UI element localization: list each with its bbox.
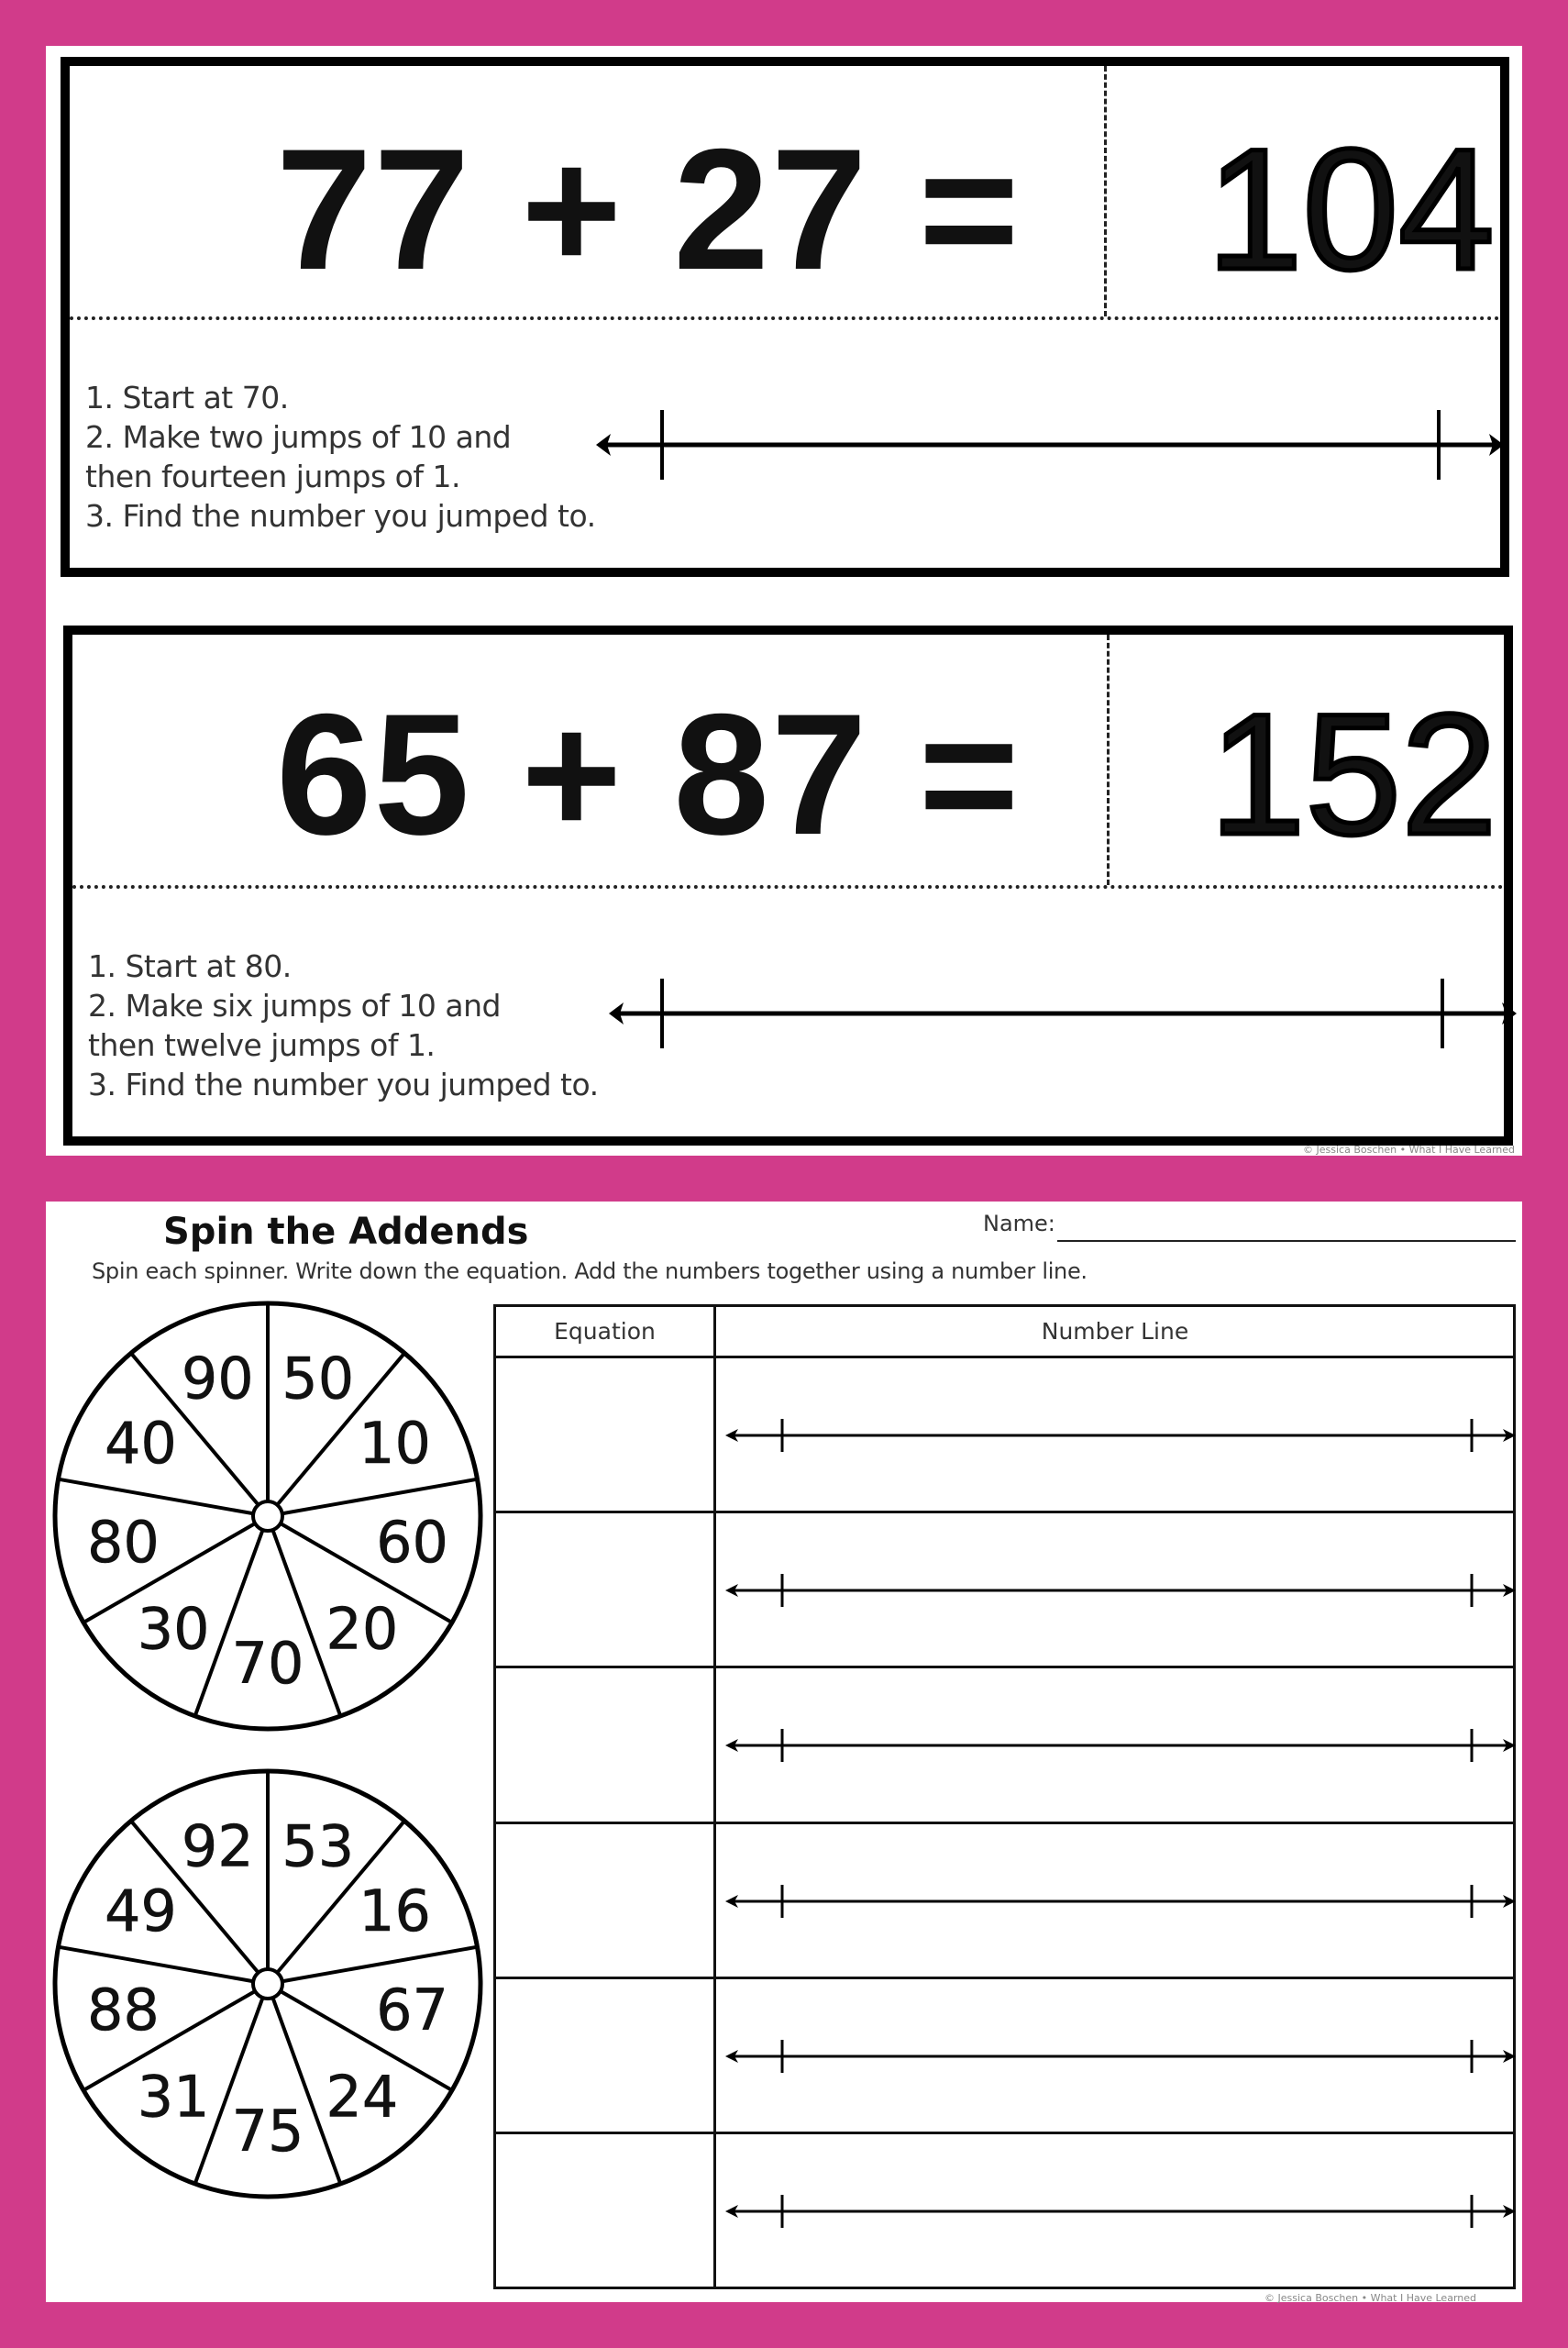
spinner-value: 67 [376, 1976, 449, 2043]
number-line [725, 1417, 1516, 1454]
worksheet-page [46, 1202, 1522, 2302]
worksheet-instructions: Spin each spinner. Write down the equation. Add the numbers together using a number line. [92, 1258, 1088, 1284]
number-line [725, 1572, 1516, 1609]
spinner-hub [253, 1969, 282, 1999]
step-3: 3. Find the number you jumped to. [88, 1067, 599, 1102]
step-1: 1. Start at 70. [85, 380, 289, 415]
spinner-2 [48, 1764, 488, 2204]
fold-line [70, 316, 1500, 320]
spinner-value: 10 [359, 1410, 432, 1477]
spinner-value: 20 [326, 1595, 399, 1663]
worksheet-title: Spin the Addends [163, 1211, 529, 1253]
task-card-1 [61, 57, 1509, 577]
equation-cell[interactable] [496, 1358, 713, 1511]
step-2: 2. Make two jumps of 10 and [85, 419, 512, 455]
task-card-2 [63, 626, 1513, 1146]
step-2-cont: then fourteen jumps of 1. [85, 459, 460, 494]
spinner-1 [48, 1296, 488, 1736]
spinner-value: 31 [137, 2063, 210, 2131]
header-number-line: Number Line [1041, 1318, 1189, 1345]
number-line [725, 2193, 1516, 2230]
answer: 152 [1209, 678, 1497, 870]
instructions [85, 378, 596, 536]
name-label: Name: [983, 1211, 1055, 1236]
worksheet-copyright: © Jessica Boschen • What I Have Learned [1264, 2292, 1476, 2304]
number-line [596, 410, 1504, 493]
equation-cell[interactable] [496, 1979, 713, 2132]
number-line [725, 2038, 1516, 2075]
table-row-3 [496, 1666, 1513, 1822]
step-2-cont: then twelve jumps of 1. [88, 1027, 436, 1063]
equation-cell[interactable] [496, 2134, 713, 2287]
spinner-value: 16 [359, 1877, 432, 1944]
answer-divider [1104, 66, 1107, 316]
equation: 77 + 27 = [276, 113, 1021, 305]
equation-cell[interactable] [496, 1668, 713, 1821]
task-cards-page [46, 46, 1522, 1156]
number-line [725, 1727, 1516, 1764]
step-1: 1. Start at 80. [88, 948, 292, 984]
table-row-1 [496, 1356, 1513, 1511]
table-row-5 [496, 1977, 1513, 2132]
copyright: © Jessica Boschen • What I Have Learned [1303, 1144, 1515, 1156]
equation-cell[interactable] [496, 1824, 713, 1977]
spinner-value: 24 [326, 2063, 399, 2131]
step-3: 3. Find the number you jumped to. [85, 498, 596, 534]
step-2: 2. Make six jumps of 10 and [88, 988, 501, 1024]
spinner-value: 40 [104, 1410, 177, 1477]
spinner-value: 53 [282, 1812, 355, 1880]
spinner-value: 50 [282, 1345, 355, 1412]
spinner-value: 70 [231, 1630, 304, 1697]
number-line [725, 1883, 1516, 1920]
spinner-value: 90 [181, 1345, 254, 1412]
spinner-hub [253, 1501, 282, 1531]
spinner-value: 30 [137, 1595, 210, 1663]
table-row-6 [496, 2132, 1513, 2287]
table-row-2 [496, 1511, 1513, 1666]
equation: 65 + 87 = [276, 678, 1021, 870]
fold-line [72, 885, 1504, 889]
spinner-value: 88 [86, 1976, 160, 2043]
spinner-value: 92 [181, 1812, 254, 1880]
spinner-value: 75 [231, 2098, 304, 2165]
answer-divider [1107, 635, 1110, 885]
spinner-value: 49 [104, 1877, 177, 1944]
header-equation: Equation [554, 1318, 656, 1345]
answer: 104 [1207, 113, 1495, 305]
table-row-4 [496, 1822, 1513, 1977]
name-field[interactable] [1057, 1240, 1516, 1242]
instructions [88, 947, 599, 1104]
equation-cell[interactable] [496, 1513, 713, 1666]
spinner-value: 60 [376, 1508, 449, 1576]
worksheet-table [493, 1304, 1516, 2289]
number-line [609, 979, 1517, 1061]
spinner-value: 80 [86, 1508, 160, 1576]
